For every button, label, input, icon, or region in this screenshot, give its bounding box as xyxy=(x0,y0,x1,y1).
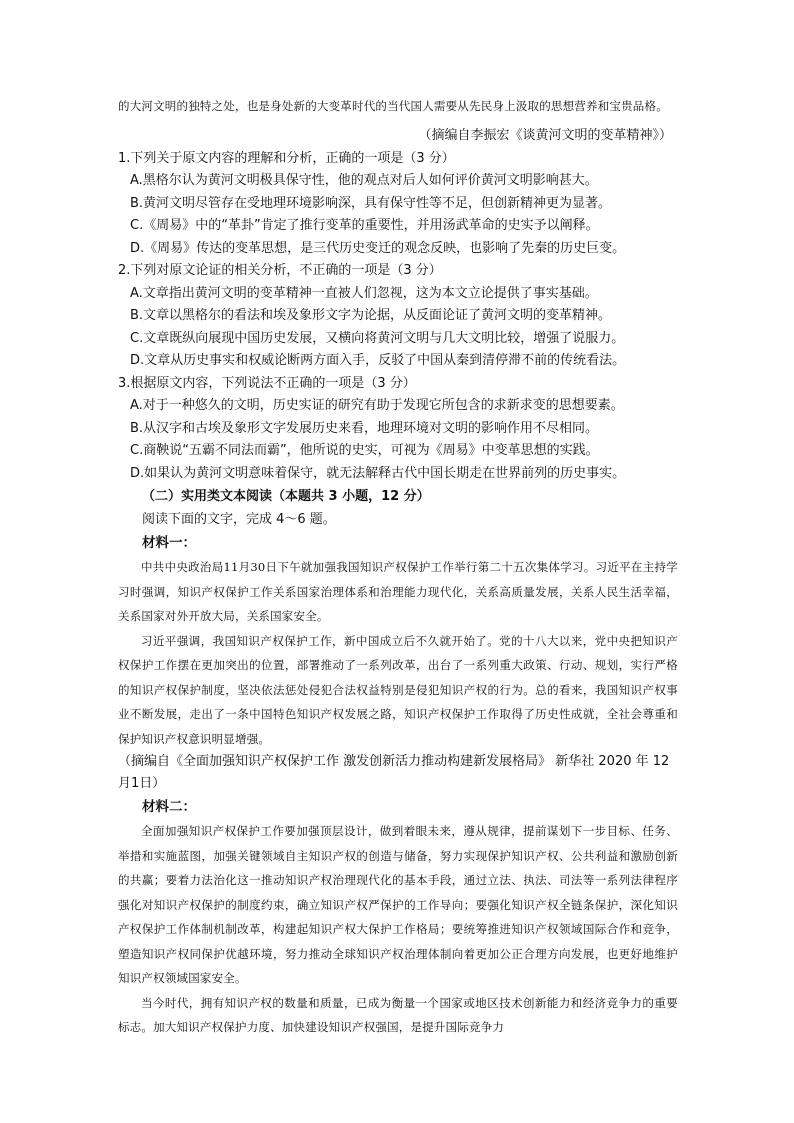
option-a: A.黑格尔认为黄河文明极具保守性，他的观点对后人如何评价黄河文明影响甚大。 xyxy=(130,173,598,188)
option-c: C.文章既纵向展现中国历史发展，又横向将黄河文明与几大文明比较，增强了说服力。 xyxy=(130,330,625,346)
material-2-label: 材料二： xyxy=(142,799,196,815)
option-d: D.文章从历史事实和权威论断两方面入手，反驳了中国从秦到清停滞不前的传统看法。 xyxy=(130,353,626,368)
section-instruction: 阅读下面的文字，完成 4～6 题。 xyxy=(142,512,336,527)
intro-paragraph: 的大河文明的独特之处，也是身处新的大变革时代的当代国人需要从先民身上汲取的思想营养和宝贵品格。 xyxy=(118,99,668,113)
question-stem: 3.根据原文内容，下列说法不正确的一项是（3 分） xyxy=(118,375,416,391)
option-c: C.《周易》中的“革卦”肯定了推行变革的重要性，并用汤武革命的史实予以阐释。 xyxy=(130,218,599,233)
option-a: A.文章指出黄河文明的变革精神一直被人们忽视，这为本文立论提供了事实基础。 xyxy=(130,285,598,301)
option-c: C.商鞅说“五霸不同法而霸”，他所说的史实，可视为《周易》中变革思想的实践。 xyxy=(130,443,599,458)
question-2 xyxy=(118,260,678,373)
option-d: D.《周易》传达的变革思想，是三代历史变迁的观念反映，也影响了先秦的历史巨变。 xyxy=(130,240,626,256)
question-3 xyxy=(118,373,678,486)
option-b: B.黄河文明尽管存在受地理环境影响深，具有保守性等不足，但创新精神更为显著。 xyxy=(130,195,612,211)
material-1-source: （摘编自《全面加强知识产权保护工作 激发创新活力推动构建新发展格局》 新华社 2020 年 12月1日） xyxy=(118,754,670,791)
option-d: D.如果认为黄河文明意味着保守，就无法解释古代中国长期走在世界前列的历史事实。 xyxy=(130,465,626,481)
material-1-paragraph: 中共中央政治局11月30日下午就加强我国知识产权保护工作举行第二十五次集体学习。习近平在主持学习时强调，知识产权保护工作关系国家治理体系和治理能力现代化，关系高质量发展，关系人民生活幸福，关系国家对外开放大局，关系国家安全。 xyxy=(118,560,678,623)
question-stem: 1.下列关于原文内容的理解和分析，正确的一项是（3 分） xyxy=(118,150,455,166)
section-heading: （二）实用类文本阅读（本题共 3 小题，12 分） xyxy=(142,489,430,504)
material-1-paragraph: 习近平强调，我国知识产权保护工作，新中国成立后不久就开始了。党的十八大以来，党中央把知识产权保护工作摆在更加突出的位置，部署推动了一系列改革，出台了一系列重大政策、行动、规划，实行严格的知识产权保护制度，坚决依法惩处侵犯合法权益特别是侵犯知识产权的行为。总的看来，我国知识产权事业不断发展，走出了一条中国特色知识产权发展之路，知识产权保护工作取得了历史性成就，全社会尊重和保护知识产权意识明显增强。 xyxy=(118,633,678,746)
material-2-paragraph: 全面加强知识产权保护工作要加强顶层设计，做到着眼未来，遵从规律，提前谋划下一步目标、任务、举措和实施蓝图，加强关键领域自主知识产权的创造与储备，努力实现保护知识产权、公共利益和激励创新的共赢；要着力法治化这一推动知识产权治理现代化的基本手段，通过立法、执法、司法等一系列法律程序强化对知识产权保护的制度约束，确立知识产权严保护的工作导向；要强化知识产权全链条保护，深化知识产权保护工作体制机制改革，构建起知识产权大保护工作格局；要统筹推进知识产权领域国际合作和竞争，塑造知识产权同保护优越环境，努力推动全球知识产权治理体制向着更加公正合理方向发展，也更好地维护知识产权领域国家安全。 xyxy=(118,824,678,985)
option-b: B.文章以黑格尔的看法和埃及象形文字为论据，从反面论证了黄河文明的变革精神。 xyxy=(130,308,612,323)
material-2-paragraph: 当今时代，拥有知识产权的数量和质量，已成为衡量一个国家或地区技术创新能力和经济竞争力的重要标志。加大知识产权保护力度、加快建设知识产权强国，是提升国际竞争力 xyxy=(118,995,678,1034)
material-1-label: 材料一： xyxy=(142,535,196,551)
intro-source: （摘编自李振宏《谈黄河文明的变革精神》） xyxy=(418,127,672,143)
document-page xyxy=(118,94,678,1040)
question-1 xyxy=(118,148,678,261)
option-a: A.对于一种悠久的文明，历史实证的研究有助于发现它所包含的求新求变的思想要素。 xyxy=(130,398,624,413)
question-stem: 2.下列对原文论证的相关分析，不正确的一项是（3 分） xyxy=(118,263,442,278)
option-b: B.从汉字和古埃及象形文字发展历史来看，地理环境对文明的影响作用不尽相同。 xyxy=(130,420,599,436)
